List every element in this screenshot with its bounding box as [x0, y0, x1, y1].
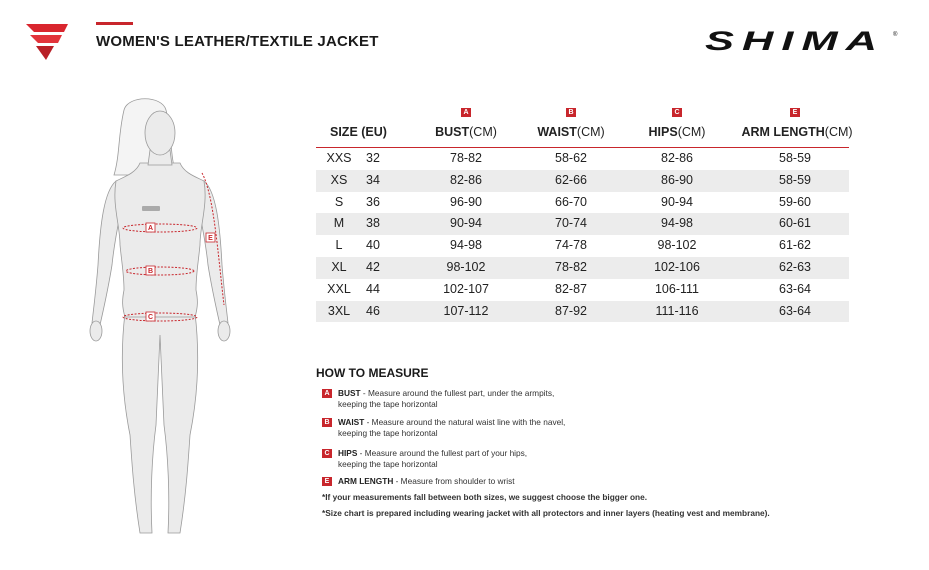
cell-size: 3XL: [327, 303, 351, 318]
cell-waist: 82-87: [555, 281, 587, 296]
cell-size: S: [334, 194, 344, 209]
cell-arm: 58-59: [779, 151, 811, 165]
cell-waist: 66-70: [555, 194, 587, 209]
col-bust-unit: (CM): [469, 125, 497, 139]
header-accent-line: [96, 22, 133, 25]
table-header: [316, 108, 853, 148]
col-arm-header: [735, 125, 859, 139]
cell-bust: 78-82: [450, 151, 482, 165]
col-hips-label: HIPS: [648, 125, 678, 139]
cell-hips: 102-106: [654, 259, 700, 274]
measure-term: ARM LENGTH: [338, 476, 394, 486]
col-hips-unit: (CM): [677, 125, 706, 139]
cell-hips: 111-116: [655, 303, 699, 318]
table-row: [316, 148, 849, 170]
marker-b: B: [147, 268, 154, 275]
cell-bust: 82-86: [450, 172, 482, 187]
cell-waist: 62-66: [555, 172, 587, 187]
table-row: [316, 170, 849, 192]
table-row: [316, 257, 849, 279]
brand-name: SHIMA: [705, 28, 885, 56]
note-size-chart: *Size chart is prepared including wearing jacket with all protectors and inner layers (heating vest and membrane).: [322, 508, 770, 518]
cell-bust: 107-112: [443, 303, 489, 318]
cell-eu: 40: [366, 238, 380, 253]
measure-term: BUST: [338, 388, 361, 398]
table-row: [316, 235, 849, 257]
col-waist-label: WAIST: [537, 125, 577, 139]
cell-size: XS: [330, 172, 348, 187]
body-measurement-figure: [80, 95, 240, 545]
cell-hips: 90-94: [661, 194, 693, 209]
cell-eu: 42: [366, 259, 380, 274]
cell-hips: 98-102: [657, 238, 697, 253]
col-size-header: SIZE (EU): [330, 125, 387, 139]
cell-eu: 38: [366, 216, 380, 231]
marker-c: C: [147, 314, 154, 321]
cell-arm: 60-61: [779, 216, 811, 231]
page-title: WOMEN'S LEATHER/TEXTILE JACKET: [96, 33, 379, 50]
cell-eu: 34: [366, 172, 380, 187]
cell-bust: 96-90: [450, 194, 482, 209]
col-hips-tag: C: [672, 108, 682, 117]
cell-eu: 46: [366, 303, 380, 318]
cell-arm: 62-63: [779, 259, 811, 274]
measure-desc: - Measure from shoulder to wrist: [393, 476, 515, 486]
measure-tag: A: [322, 389, 332, 398]
cell-hips: 106-111: [654, 281, 700, 296]
measure-tag: E: [322, 477, 332, 486]
cell-bust: 94-98: [450, 238, 482, 253]
table-row: [316, 213, 849, 235]
cell-waist: 70-74: [555, 216, 587, 231]
col-arm-label: ARM LENGTH: [741, 125, 825, 139]
cell-bust: 102-107: [443, 281, 489, 296]
cell-size: M: [333, 216, 345, 231]
measure-desc-2: keeping the tape horizontal: [338, 458, 438, 469]
col-hips-header: [627, 125, 727, 139]
note-between-sizes: *If your measurements fall between both sizes, we suggest choose the bigger one.: [322, 492, 648, 502]
measure-desc: - Measure around the natural waist line with the navel,: [364, 417, 566, 427]
col-waist-header: [521, 125, 621, 139]
shima-logo-mark-icon: [24, 22, 70, 62]
cell-eu: 36: [366, 194, 380, 209]
cell-arm: 58-59: [779, 172, 811, 187]
cell-bust: 98-102: [446, 259, 486, 274]
cell-arm: 61-62: [779, 238, 811, 253]
cell-hips: 82-86: [661, 151, 693, 165]
cell-hips: 86-90: [661, 172, 693, 187]
brand-registered-mark: ®: [893, 32, 898, 38]
cell-arm: 63-64: [779, 303, 811, 318]
col-waist-unit: (CM): [576, 125, 605, 139]
marker-a: A: [147, 225, 154, 232]
measure-desc: - Measure around the fullest part of your hips,: [357, 448, 528, 458]
col-arm-tag: E: [790, 108, 800, 117]
cell-waist: 78-82: [555, 259, 587, 274]
shima-wordmark: [705, 28, 903, 56]
col-bust-header: [416, 125, 516, 139]
measure-tag: C: [322, 449, 332, 458]
cell-size: L: [335, 238, 343, 253]
cell-waist: 74-78: [555, 238, 587, 253]
cell-arm: 63-64: [779, 281, 811, 296]
cell-size: XXS: [326, 151, 352, 165]
size-table: [316, 108, 853, 322]
cell-hips: 94-98: [661, 216, 693, 231]
cell-bust: 90-94: [450, 216, 482, 231]
measure-desc-2: keeping the tape horizontal: [338, 398, 438, 409]
table-row: [316, 301, 849, 323]
measure-term: WAIST: [338, 417, 365, 427]
cell-waist: 58-62: [555, 151, 587, 165]
cell-waist: 87-92: [555, 303, 587, 318]
col-arm-unit: (CM): [824, 125, 853, 139]
cell-size: XXL: [327, 281, 351, 296]
cell-eu: 44: [366, 281, 380, 296]
col-bust-label: BUST: [435, 125, 470, 139]
cell-arm: 59-60: [779, 194, 811, 209]
col-waist-tag: B: [566, 108, 576, 117]
table-row: [316, 279, 849, 301]
marker-e: E: [208, 235, 213, 242]
how-to-measure-title: HOW TO MEASURE: [316, 366, 429, 380]
measure-tag: B: [322, 418, 332, 427]
measure-desc: - Measure around the fullest part, under the armpits,: [360, 388, 555, 398]
table-row: [316, 192, 849, 214]
measure-term: HIPS: [338, 448, 358, 458]
cell-eu: 32: [366, 151, 380, 165]
measure-desc-2: keeping the tape horizontal: [338, 427, 438, 438]
cell-size: XL: [331, 259, 347, 274]
col-bust-tag: A: [461, 108, 471, 117]
